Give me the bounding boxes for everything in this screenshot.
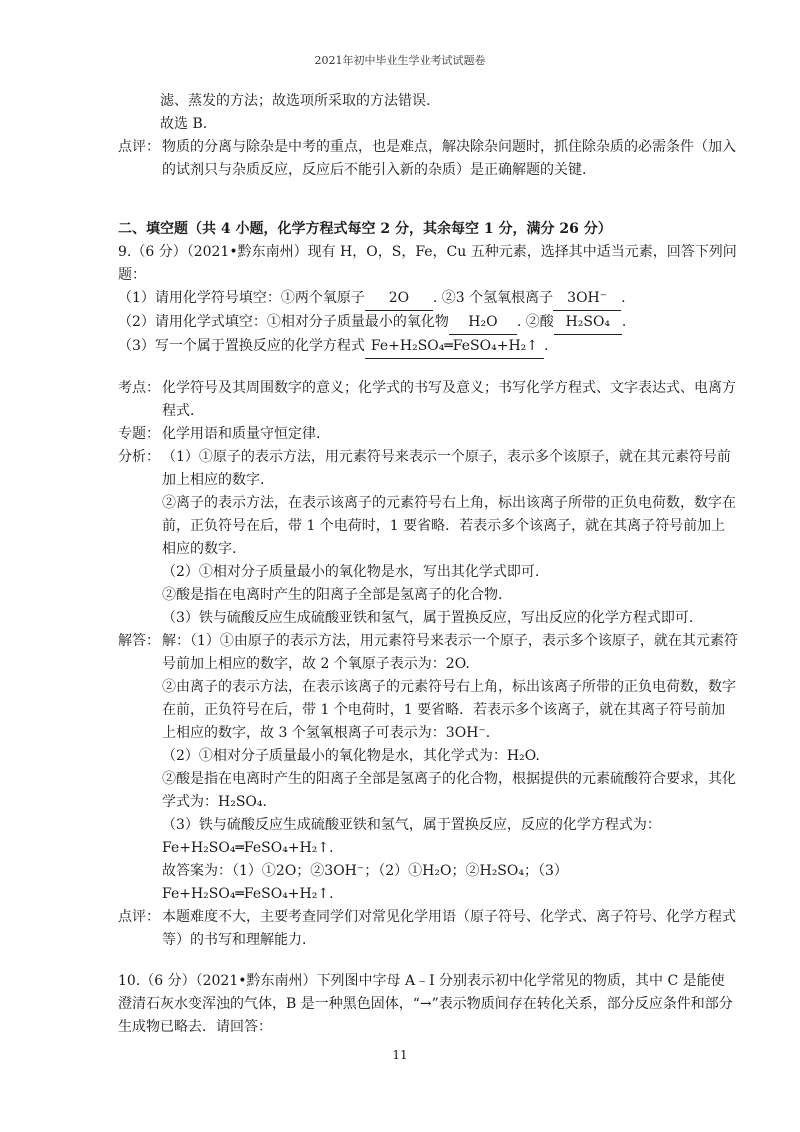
question-part (118, 287, 738, 311)
part-text: . (621, 290, 626, 306)
comment-text: 物质的分离与除杂是中考的重点，也是难点，解决除杂问题时，抓住除杂质的必需条件（加入的试剂只与杂质反应，反应后不能引入新的杂质）是正确解题的关键. (162, 139, 736, 178)
answer-blank: 3OH⁻ (553, 287, 621, 311)
fenxi-body (162, 446, 738, 630)
jieda-line: ②酸是指在电离时产生的阳离子全部是氢离子的化合物，根据提供的元素硫酸符合要求，其化学式为：H₂SO₄. (162, 771, 736, 810)
page-content (118, 90, 738, 1039)
zhuanti-text: 化学用语和质量守恒定律. (162, 426, 321, 442)
jieda-line: ②由离子的表示方法，在表示该离子的元素符号右上角，标出该离子所带的正负电荷数，数字在前，正负符号在后，带 1 个电荷时，1 要省略．若表示多个该离子，就在其离子符号前加上相应的数字，故 3 个氢氧根离子可表示为：3OH⁻. (162, 679, 736, 741)
fenxi-line: （3）铁与硫酸反应生成硫酸亚铁和氢气，属于置换反应，写出反应的化学方程式即可. (162, 610, 694, 626)
kaodian-text: 化学符号及其周围数字的意义；化学式的书写及意义；书写化学方程式、文字表达式、电离方程式. (162, 380, 736, 419)
jieda-line: 故答案为：（1）①2O；②3OH⁻；（2）①H₂O；②H₂SO₄；（3）Fe+H₂SO₄═FeSO₄+H₂↑. (162, 863, 568, 902)
answer-blank: Fe+H₂SO₄═FeSO₄+H₂↑ (365, 335, 544, 359)
kaodian (118, 377, 738, 423)
section-title: 二、填空题（共 4 小题，化学方程式每空 2 分，其余每空 1 分，满分 26 分） (118, 221, 612, 237)
zhuanti-tag: 专题： (118, 426, 160, 442)
jieda-line: （2）①相对分子质量最小的氧化物是水，其化学式为：H₂O. (162, 748, 540, 764)
question-stem: 10.（6 分）（2021•黔东南州）下列图中字母 A﹣I 分别表示初中化学常见的物质，其中 C 是能使澄清石灰水变浑浊的气体，B 是一种黑色固体，“→”表示物质间存在转化关系，部分反应条件和部分生成物已略去．请回答： (118, 973, 733, 1035)
fenxi-line: （1）①原子的表示方法，用元素符号来表示一个原子，表示多个该原子，就在其元素符号前加上相应的数字. (162, 449, 731, 488)
dianping-text: 本题难度不大，主要考查同学们对常见化学用语（原子符号、化学式、离子符号、化学方程式等）的书写和理解能力. (162, 909, 736, 948)
comment-tag: 点评： (118, 139, 160, 155)
part-text: . ②3 个氢氧根离子 (432, 290, 554, 306)
question-part (118, 335, 738, 359)
prev-line: 滤、蒸发的方法；故选项所采取的方法错误. (160, 93, 431, 109)
question-stem: 9.（6 分）（2021•黔东南州）现有 H，O，S，Fe，Cu 五种元素，选择其中适当元素，回答下列问题： (118, 244, 737, 283)
fenxi-tag: 分析： (118, 449, 160, 465)
question-part (118, 311, 738, 335)
answer-blank: H₂O (449, 311, 517, 335)
dianping (118, 906, 738, 952)
prev-comment (118, 136, 738, 182)
part-text: . ②酸 (516, 314, 554, 330)
part-text: （1）请用化学符号填空：①两个氧原子 (118, 290, 365, 306)
jieda-tag: 解答： (118, 633, 160, 649)
jieda-body (162, 630, 738, 906)
part-text: （2）请用化学式填空：①相对分子质量最小的氧化物 (118, 314, 449, 330)
fenxi-line: （2）①相对分子质量最小的氧化物是水，写出其化学式即可. (162, 564, 540, 580)
answer-blank: 2O (365, 287, 433, 311)
kaodian-tag: 考点： (118, 380, 160, 396)
part-text: . (621, 314, 627, 330)
answer-blank: H₂SO₄ (554, 311, 622, 335)
jieda (118, 630, 738, 906)
dianping-tag: 点评： (118, 909, 160, 925)
fenxi (118, 446, 738, 630)
part-text: . (544, 338, 549, 354)
fenxi-line: ②离子的表示方法，在表示该离子的元素符号右上角，标出该离子所带的正负电荷数，数字在前，正负符号在后，带 1 个电荷时，1 要省略．若表示多个该离子，就在其离子符号前加上相应的数字. (162, 495, 736, 557)
jieda-line: （3）铁与硫酸反应生成硫酸亚铁和氢气，属于置换反应，反应的化学方程式为：Fe+H₂SO₄═FeSO₄+H₂↑. (162, 817, 661, 856)
part-text: （3）写一个属于置换反应的化学方程式 (118, 338, 365, 354)
zhuanti (118, 423, 738, 446)
prev-line: 故选 B. (160, 116, 208, 132)
page-header: 2021年初中毕业生学业考试试题卷 (314, 54, 486, 67)
fenxi-line: ②酸是指在电离时产生的阳离子全部是氢离子的化合物. (162, 587, 503, 603)
page-number: 11 (392, 1048, 408, 1062)
jieda-line: 解：（1）①由原子的表示方法，用元素符号来表示一个原子，表示多个该原子，就在其元素符号前加上相应的数字，故 2 个氧原子表示为：2O. (162, 633, 738, 672)
